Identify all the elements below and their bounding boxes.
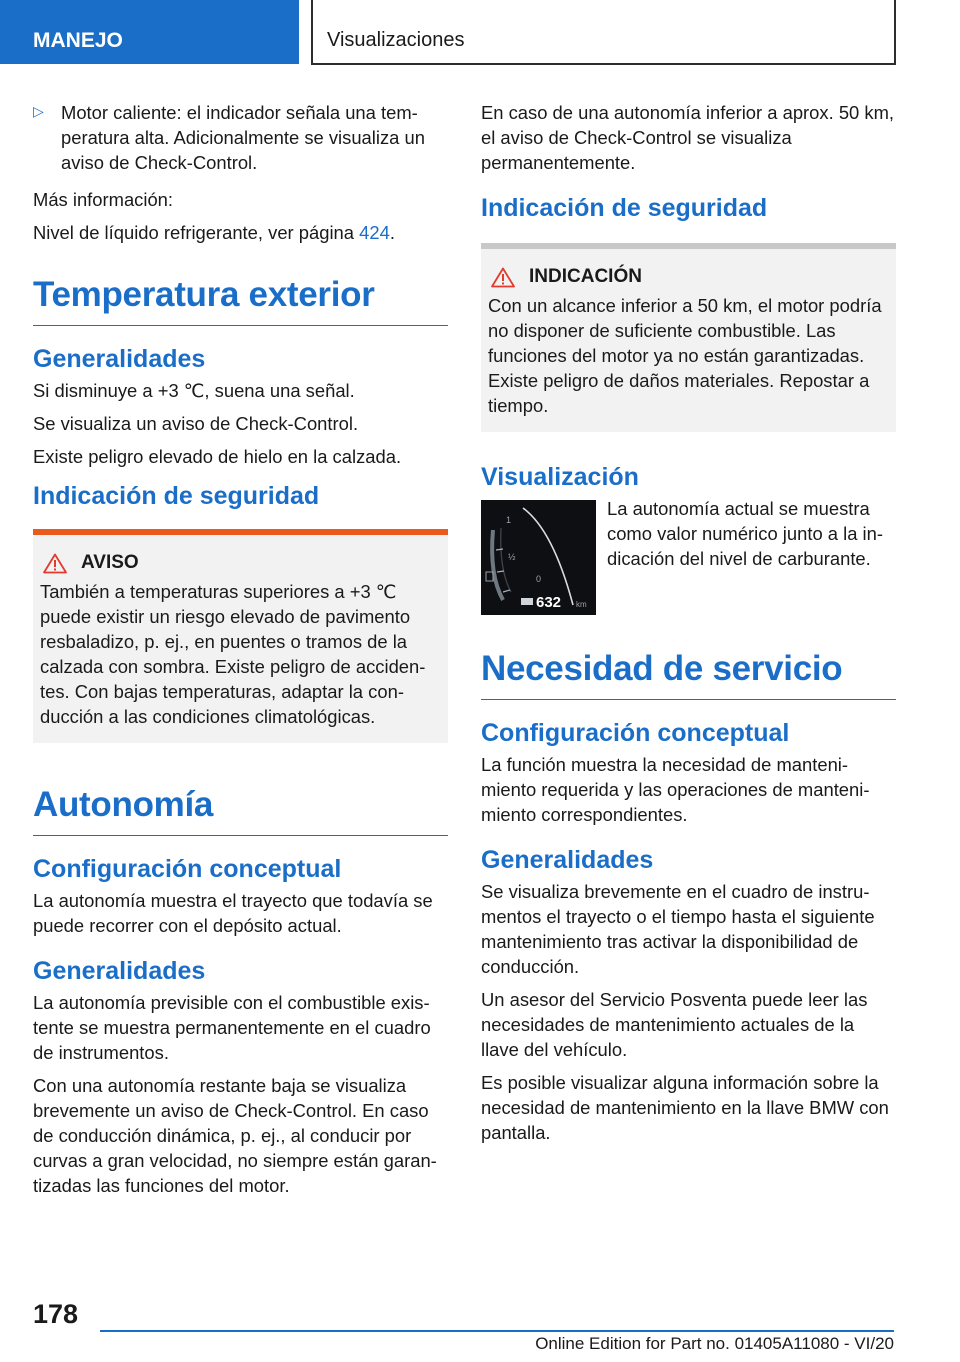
- chapter-tab: [311, 0, 896, 65]
- subheading-configuracion: Configuración conceptual: [33, 855, 342, 883]
- callout-text: También a temperaturas superiores a +3 ℃ puede existir un riesgo elevado de pavimento resbaladizo, p. ej., en puentes o tramos de la calzada con sombra. Existe peligro de accidentes. Con bajas temperaturas, adaptar la conducción a las condiciones climatológicas.: [40, 581, 426, 727]
- subheading-generalidades: Generalidades: [33, 957, 206, 985]
- heading-temperatura: Temperatura exterior: [33, 275, 448, 326]
- callout-header: [40, 551, 440, 575]
- subheading-visualizacion: Visualización: [481, 463, 639, 491]
- fuel-icon: [521, 598, 533, 605]
- paragraph: Se visualiza brevemente en el cuadro de instrumentos el trayecto o el tiempo hasta el siguiente mantenimiento tras activar la disponibilidad de conducción.: [481, 881, 875, 977]
- range-value: 632: [536, 594, 562, 611]
- notice-callout: [481, 243, 896, 432]
- right-column: [481, 100, 896, 1153]
- subheading-seguridad: Indicación de seguridad: [481, 194, 768, 222]
- subheading-generalidades: Generalidades: [481, 846, 654, 874]
- paragraph: Un asesor del Servicio Posventa puede leer las necesidades de mantenimiento actuales de la llave del vehículo.: [481, 989, 868, 1060]
- subheading-configuracion: Configuración conceptual: [481, 719, 790, 747]
- callout-header: [488, 265, 888, 289]
- triangle-bullet-icon: ▷: [33, 103, 44, 119]
- section-tab: [0, 0, 299, 64]
- gauge-mark-empty: 0: [536, 574, 542, 584]
- paragraph: Con una autonomía restante baja se visualiza brevemente un aviso de Check-Control. En caso de conducción dinámica, p. ej., al conducir por curvas a gran velocidad, no siempre están garantizadas las funciones del motor.: [33, 1075, 437, 1196]
- paragraph: En caso de una autonomía inferior a aprox. 50 km, el aviso de Check-Control se visualiza permanentemente.: [481, 102, 895, 173]
- callout-label: INDICACIÓN: [529, 266, 642, 287]
- edition-footer: Online Edition for Part no. 01405A11080 - VI/20: [535, 1334, 894, 1353]
- figure-caption: La autonomía actual se muestra como valor numérico junto a la indicación del nivel de carburante.: [607, 498, 883, 569]
- subheading-generalidades: Generalidades: [33, 345, 206, 373]
- heading-autonomia: Autonomía: [33, 785, 448, 836]
- paragraph: Se visualiza un aviso de Check-Control.: [33, 413, 359, 434]
- section-label: MANEJO: [33, 29, 123, 52]
- chapter-label: Visualizaciones: [327, 29, 465, 51]
- left-column: [33, 100, 448, 1206]
- more-info-label: Más información:: [33, 189, 174, 210]
- figure-row: [481, 500, 896, 615]
- bullet-text: Motor caliente: el indicador señala una temperatura alta. Adicionalmente se visualiza un aviso de Check-Control.: [61, 102, 425, 173]
- paragraph: La función muestra la necesidad de mantenimiento requerida y las operaciones de mantenimiento correspondientes.: [481, 754, 870, 825]
- range-unit: km: [576, 600, 587, 609]
- warning-triangle-icon: [491, 267, 515, 288]
- callout-text: Con un alcance inferior a 50 km, el motor podría no disponer de suficiente combustible. Las funciones del motor ya no están garantizadas. Existe peligro de daños materiales. Repostar a tiempo.: [488, 295, 882, 416]
- heading-servicio: Necesidad de servicio: [481, 649, 896, 700]
- paragraph: Existe peligro elevado de hielo en la calzada.: [33, 446, 402, 467]
- footer-divider: [100, 1330, 894, 1332]
- gauge-mark-full: 1: [506, 515, 512, 525]
- warning-callout: [33, 529, 448, 743]
- reference-line: [33, 220, 448, 245]
- reference-text: Nivel de líquido refrigerante, ver página: [33, 222, 360, 243]
- reference-end: .: [389, 222, 395, 243]
- page-number: 178: [33, 1299, 79, 1329]
- paragraph: Es posible visualizar alguna información sobre la necesidad de mantenimiento en la llave BMW con pantalla.: [481, 1072, 889, 1143]
- paragraph: La autonomía previsible con el combustible existente se muestra permanentemente en el cuadro de instrumentos.: [33, 992, 431, 1063]
- warning-triangle-icon: [43, 553, 67, 574]
- fuel-gauge-image: [481, 500, 596, 615]
- gauge-mark-half: ½: [508, 552, 516, 562]
- paragraph: Si disminuye a +3 ℃, suena una señal.: [33, 380, 355, 401]
- page-link[interactable]: 424: [359, 222, 390, 243]
- callout-label: AVISO: [81, 552, 139, 573]
- paragraph: La autonomía muestra el trayecto que todavía se puede recorrer con el depósito actual.: [33, 890, 433, 936]
- fuel-gauge-illustration: [481, 500, 596, 615]
- subheading-seguridad: Indicación de seguridad: [33, 482, 320, 510]
- bullet-item: [33, 100, 448, 183]
